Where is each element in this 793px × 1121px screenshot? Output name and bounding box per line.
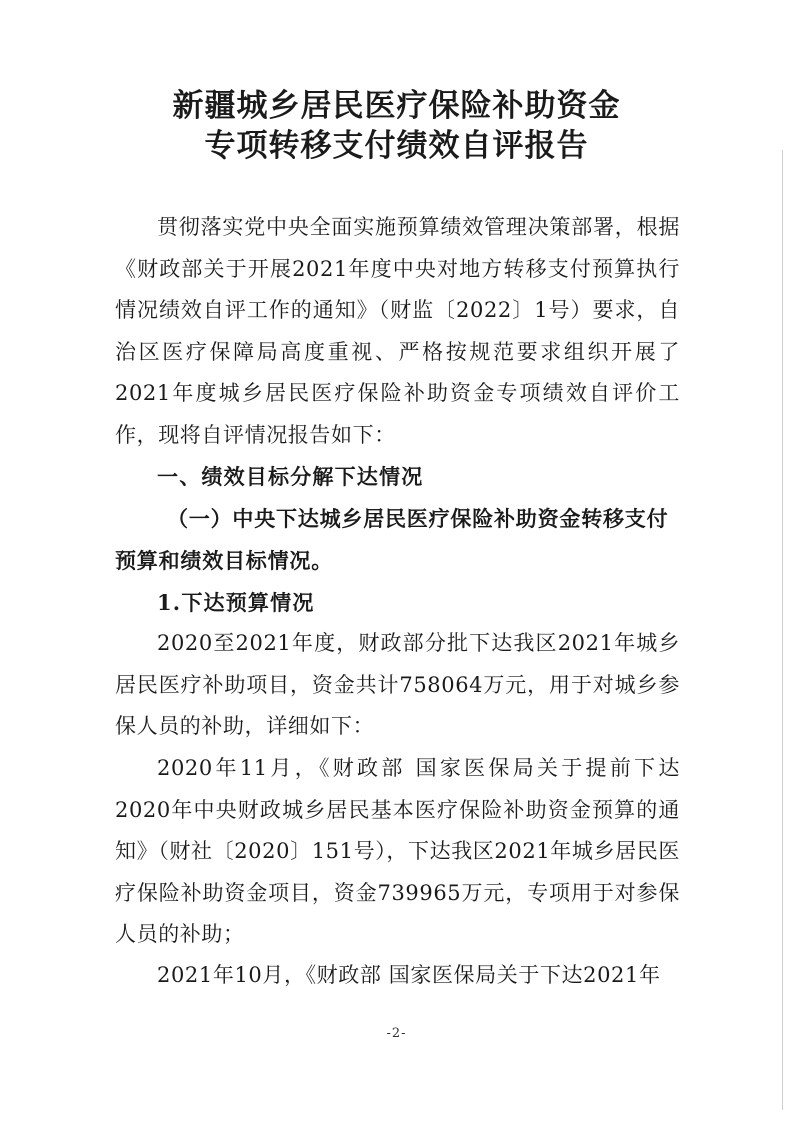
scan-edge-line [782,150,783,1110]
page-number: -2- [386,1026,407,1041]
budget-paragraph: 2020至2021年度，财政部分批下达我区2021年城乡居民医疗补助项目，资金共计758064万元，用于对城乡参保人员的补助，详细如下： [115,631,680,738]
notice-2021-paragraph: 2021年10月，《财政部 国家医保局关于下达2021年 [157,963,661,987]
notice-2020-paragraph: 2020年11月，《财政部 国家医保局关于提前下达2020年中央财政城乡居民基本医疗保险补助资金预算的通知》（财社〔2020〕151号），下达我区2021年城乡居民医疗保险补助资金项目，资金739965万元，专项用于对参保人员的补助； [115,756,680,946]
section-1-heading: 一、绩效目标分解下达情况 [157,464,424,489]
document-title-line-2: 专项转移支付绩效自评报告 [204,128,589,164]
item-1-heading: 1.下达预算情况 [157,590,315,615]
document-title-line-1: 新疆城乡居民医疗保险补助资金 [172,88,621,124]
intro-paragraph: 贯彻落实党中央全面实施预算绩效管理决策部署，根据《财政部关于开展2021年度中央对地方转移支付预算执行情况绩效自评工作的通知》（财监〔2022〕1号）要求，自治区医疗保障局高度重视、严格按规范要求组织开展了2021年度城乡居民医疗保险补助资金专项绩效自评价工作，现将自评情况报告如下： [115,215,680,447]
section-1-subheading: （一）中央下达城乡居民医疗保险补助资金转移支付预算和绩效目标情况。 [115,506,669,573]
